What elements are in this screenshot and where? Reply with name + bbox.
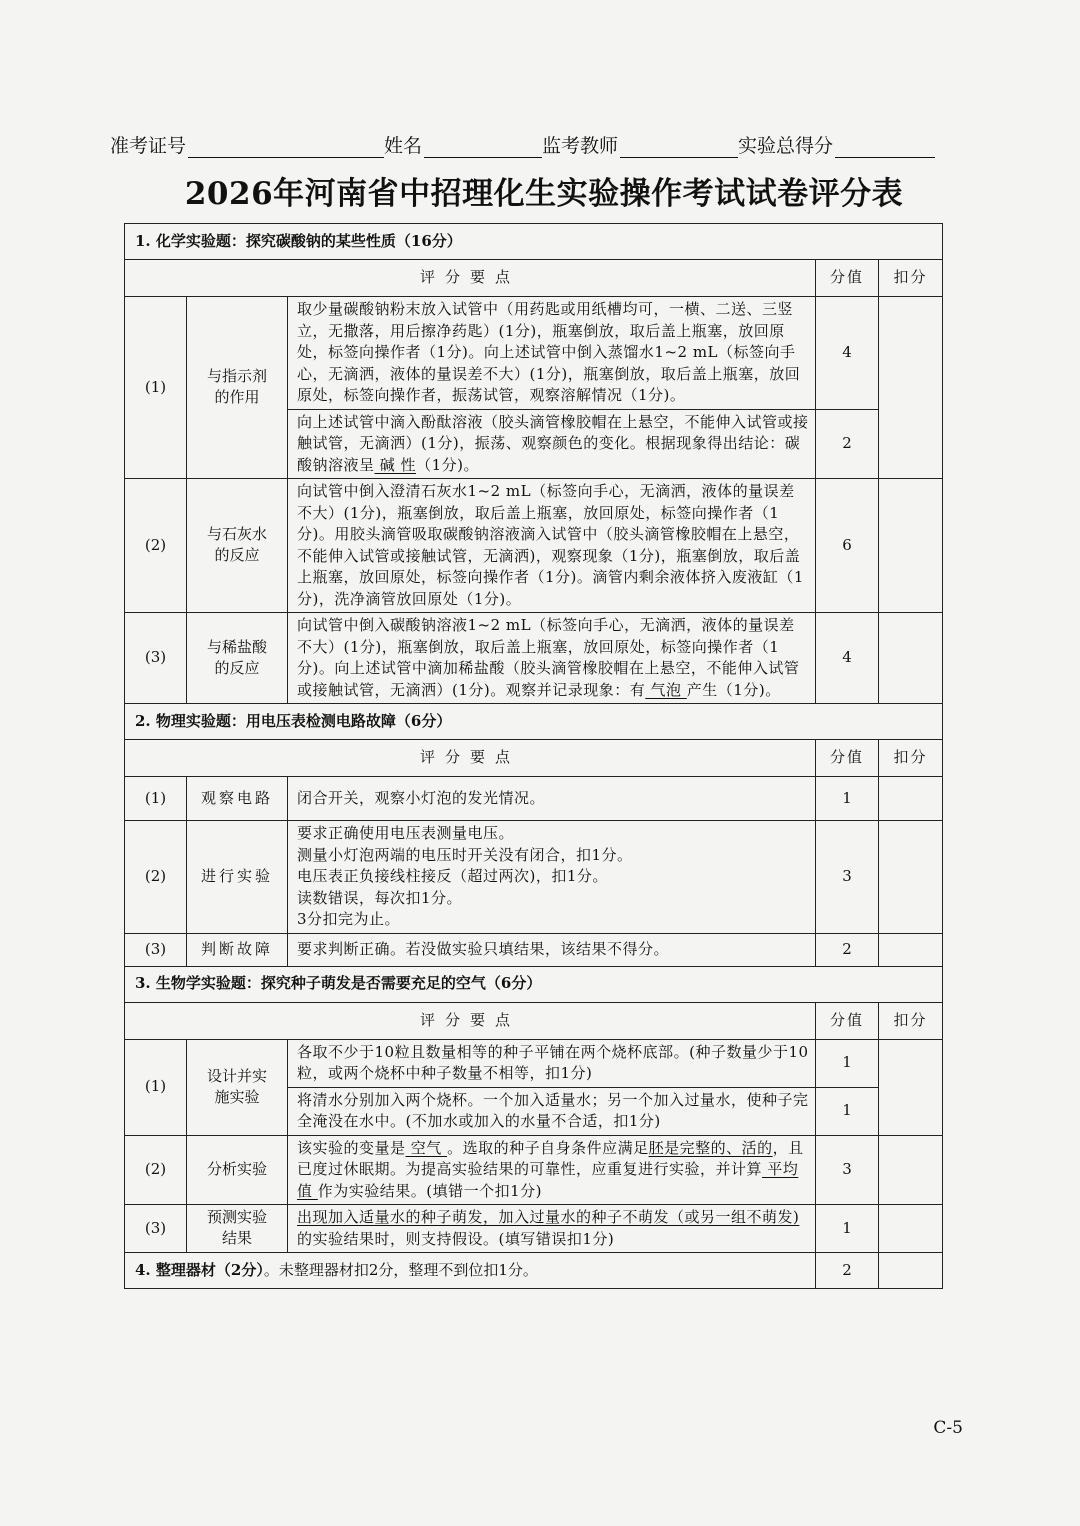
row-index: (3) xyxy=(125,1205,187,1253)
row-text xyxy=(288,1205,816,1253)
deduct-cell[interactable] xyxy=(879,821,943,934)
points-header: 评分要点 xyxy=(125,260,816,297)
row-index: (1) xyxy=(125,297,187,479)
row-score: 2 xyxy=(816,933,879,966)
row-name xyxy=(187,613,288,704)
deduct-cell[interactable] xyxy=(879,1135,943,1205)
row-name xyxy=(187,933,288,966)
score-header: 分值 xyxy=(816,260,879,297)
row-text: 各取不少于10粒且数量相等的种子平铺在两个烧杯底部。(种子数量少于10粒，或两个烧杯中种子数量不相等，扣1分) xyxy=(288,1039,816,1087)
answer-blank: 平均值 xyxy=(297,1160,799,1200)
row-name xyxy=(187,777,288,821)
table-row xyxy=(125,1205,943,1253)
row-name-text: 与稀盐酸的反应 xyxy=(206,637,267,677)
row-index: (3) xyxy=(125,933,187,966)
row-name-text: 与石灰水的反应 xyxy=(206,525,267,565)
row-score: 3 xyxy=(816,1135,879,1205)
page-title: 2026年河南省中招理化生实验操作考试试卷评分表 xyxy=(184,176,904,212)
proctor-field[interactable] xyxy=(620,135,738,158)
total-score-label: 实验总得分 xyxy=(738,135,834,157)
table-header-row xyxy=(125,740,943,777)
row-text: 取少量碳酸钠粉末放入试管中（用药匙或用纸槽均可，一横、二送、三竖立，无撒落，用后擦净药匙）(1分)，瓶塞倒放，取后盖上瓶塞，放回原处，标签向操作者（1分)。向上述试管中倒入蒸馏水1~2 mL（标签向手心，无滴洒，液体的量误差不大）(1分)，瓶塞倒放，取后盖上瓶塞，放回原处，标签向操作者，振荡试管，观察溶解情况（1分)。 xyxy=(288,297,816,410)
section-title-biology: 3. 生物学实验题：探究种子萌发是否需要充足的空气（6分） xyxy=(125,966,943,1002)
deduct-cell[interactable] xyxy=(879,777,943,821)
row-name-text: 预测实验结果 xyxy=(206,1208,267,1248)
exam-id-field[interactable] xyxy=(188,135,384,158)
row-score: 2 xyxy=(816,1253,879,1289)
row-index: (1) xyxy=(125,777,187,821)
text-part: 产生（1分)。 xyxy=(686,680,781,699)
table-row xyxy=(125,777,943,821)
text-part: 该实验的变量是 xyxy=(297,1138,406,1157)
text-part: 向试管中倒入碳酸钠溶液1~2 mL（标签向手心，无滴洒，液体的量误差不大）(1分)，瓶塞倒放，取后盖上瓶塞，放回原处，标签向操作者（1分)。向上述试管中滴加稀盐酸（胶头滴管橡胶帽在上悬空，不能伸入试管或接触试管，无滴洒）(1分)。观察并记录现象：有 xyxy=(297,616,800,699)
deduct-header: 扣分 xyxy=(879,1002,943,1039)
total-score-field[interactable] xyxy=(835,135,935,158)
score-header: 分值 xyxy=(816,1002,879,1039)
row-score: 1 xyxy=(816,777,879,821)
answer-blank: 气泡 xyxy=(645,680,687,699)
row-score: 4 xyxy=(816,613,879,704)
table-row xyxy=(125,1135,943,1205)
row-score: 1 xyxy=(816,1039,879,1087)
deduct-cell[interactable] xyxy=(879,933,943,966)
row-text xyxy=(288,409,816,479)
scoring-table xyxy=(124,223,943,1289)
deduct-cell[interactable] xyxy=(879,297,943,479)
row-text: 向试管中倒入澄清石灰水1~2 mL（标签向手心，无滴洒，液体的量误差不大）(1分)，瓶塞倒放，取后盖上瓶塞，放回原处，标签向操作者（1分)。用胶头滴管吸取碳酸钠溶液滴入试管中（胶头滴管橡胶帽在上悬空，不能伸入试管或接触试管，无滴洒)，观察现象（1分)，瓶塞倒放，取后盖上瓶塞，放回原处，标签向操作者（1分)。滴管内剩余液体挤入废液缸（1分)，洗净滴管放回原处（1分)。 xyxy=(288,479,816,613)
row-index: (1) xyxy=(125,1039,187,1135)
section-row xyxy=(125,1253,943,1289)
candidate-info-header xyxy=(110,128,978,158)
row-text: 将清水分别加入两个烧杯。一个加入适量水；另一个加入过量水，使种子完全淹没在水中。(不加水或加入的水量不合适，扣1分) xyxy=(288,1087,816,1135)
text-part: （1分)。 xyxy=(416,455,479,474)
table-row xyxy=(125,479,943,613)
text-part: 。选取的种子自身条件应满足 xyxy=(447,1138,649,1157)
deduct-header: 扣分 xyxy=(879,740,943,777)
deduct-cell[interactable] xyxy=(879,1039,943,1135)
row-name-text: 进行实验 xyxy=(200,867,273,885)
deduct-cell[interactable] xyxy=(879,1253,943,1289)
answer-blank: 碱 性 xyxy=(374,455,417,474)
row-name-text: 判断故障 xyxy=(200,939,273,958)
row-index: (2) xyxy=(125,821,187,934)
text-line: 读数错误，每次扣1分。 xyxy=(297,888,463,907)
deduct-cell[interactable] xyxy=(879,1205,943,1253)
answer-blank: 胚是完整的、活的 xyxy=(648,1138,773,1157)
row-index: (2) xyxy=(125,1135,187,1205)
row-text: 要求判断正确。若没做实验只填结果，该结果不得分。 xyxy=(288,933,816,966)
exam-id-label: 准考证号 xyxy=(110,135,187,157)
row-score: 1 xyxy=(816,1087,879,1135)
row-name xyxy=(187,1205,288,1253)
text-line: 要求正确使用电压表测量电压。 xyxy=(297,824,515,842)
row-name xyxy=(187,479,288,613)
text-part: 的实验结果时，则支持假设。(填写错误扣1分) xyxy=(297,1229,615,1248)
table-row xyxy=(125,297,943,410)
text-part: 向上述试管中滴入酚酞溶液（胶头滴管橡胶帽在上悬空，不能伸入试管或接触试管，无滴洒）(1分)，振荡、观察颜色的变化。根据现象得出结论：碳酸钠溶液呈 xyxy=(297,412,809,474)
row-score: 1 xyxy=(816,1205,879,1253)
row-score: 3 xyxy=(816,821,879,934)
table-header-row xyxy=(125,260,943,297)
cleanup-title: 4. 整理器材（2分） xyxy=(135,1260,264,1279)
table-row xyxy=(125,613,943,704)
row-text xyxy=(288,1135,816,1205)
row-name-text: 分析实验 xyxy=(206,1160,267,1178)
text-line: 3分扣完为止。 xyxy=(297,910,401,928)
table-row xyxy=(125,933,943,966)
row-name xyxy=(187,1135,288,1205)
table-header-row xyxy=(125,1002,943,1039)
row-name xyxy=(187,821,288,934)
answer-blank: 出现加入适量水的种子萌发，加入过量水的种子不萌发（或另一组不萌发) xyxy=(297,1208,800,1226)
text-line: 测量小灯泡两端的电压时开关没有闭合，扣1分。 xyxy=(297,845,633,864)
row-text xyxy=(288,821,816,934)
table-row xyxy=(125,821,943,934)
row-index: (2) xyxy=(125,479,187,613)
row-name xyxy=(187,297,288,479)
answer-blank: 空气 xyxy=(405,1138,448,1157)
row-name-text: 与指示剂的作用 xyxy=(206,367,267,407)
text-part: 作为实验结果。(填错一个扣1分) xyxy=(317,1181,543,1200)
row-index: (3) xyxy=(125,613,187,704)
row-score: 6 xyxy=(816,479,879,613)
proctor-label: 监考教师 xyxy=(542,135,619,157)
text-part: ，且已度过休眠期。为提高实验结果的可靠性，应重复进行实验，并计算 xyxy=(297,1138,804,1178)
points-header: 评分要点 xyxy=(125,740,816,777)
table-row xyxy=(125,1039,943,1087)
section-title-chemistry: 1. 化学实验题：探究碳酸钠的某些性质（16分） xyxy=(125,224,943,260)
cleanup-text: 。未整理器材扣2分，整理不到位扣1分。 xyxy=(263,1260,538,1279)
name-field[interactable] xyxy=(424,135,542,158)
row-text: 闭合开关，观察小灯泡的发光情况。 xyxy=(288,777,816,821)
score-header: 分值 xyxy=(816,740,879,777)
row-name-text: 观察电路 xyxy=(200,788,273,807)
points-header: 评分要点 xyxy=(125,1002,816,1039)
row-score: 2 xyxy=(816,409,879,479)
section-row xyxy=(125,224,943,260)
deduct-cell[interactable] xyxy=(879,613,943,704)
row-name xyxy=(187,1039,288,1135)
text-line: 电压表正负接线柱接反（超过两次)，扣1分。 xyxy=(297,867,608,885)
name-label: 姓名 xyxy=(384,135,423,157)
section-row xyxy=(125,966,943,1002)
row-score: 4 xyxy=(816,297,879,410)
cleanup-row-text xyxy=(125,1253,816,1289)
deduct-cell[interactable] xyxy=(879,479,943,613)
page-number: C-5 xyxy=(933,1418,963,1438)
row-text xyxy=(288,613,816,704)
row-name-text: 设计并实施实验 xyxy=(206,1066,267,1106)
section-title-physics: 2. 物理实验题：用电压表检测电路故障（6分） xyxy=(125,704,943,740)
deduct-header: 扣分 xyxy=(879,260,943,297)
section-row xyxy=(125,704,943,740)
